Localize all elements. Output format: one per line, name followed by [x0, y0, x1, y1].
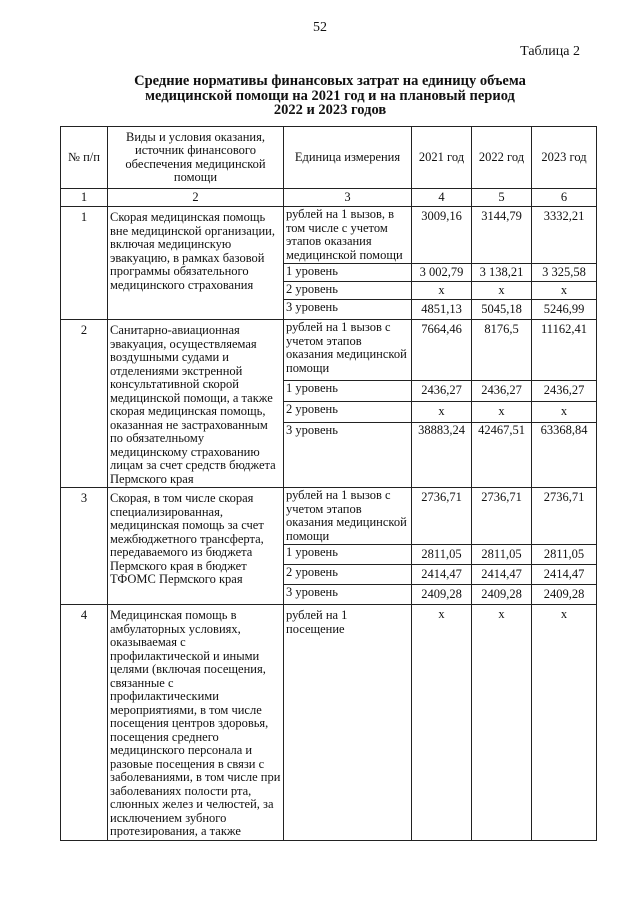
cost-norms-table: [60, 126, 597, 841]
col-number: 3: [284, 189, 412, 207]
value-2021: х: [412, 605, 472, 841]
unit-cell: рублей на 1 вызов с учетом этапов оказания медицинской помощи: [284, 320, 412, 381]
value-2021: 3009,16: [412, 207, 472, 264]
table-row: [61, 320, 597, 381]
value-2021: 2409,28: [412, 585, 472, 605]
value-2023: 2409,28: [532, 585, 597, 605]
value-2023: 2811,05: [532, 545, 597, 565]
value-2021: 2736,71: [412, 488, 472, 545]
unit-cell: 3 уровень: [284, 300, 412, 320]
header-row: [61, 127, 597, 189]
row-number: 2: [61, 320, 108, 488]
value-2023: х: [532, 282, 597, 300]
col-number: 2: [108, 189, 284, 207]
value-2023: 11162,41: [532, 320, 597, 381]
unit-cell: 1 уровень: [284, 380, 412, 401]
value-2021: 38883,24: [412, 422, 472, 487]
value-2023: 2414,47: [532, 565, 597, 585]
value-2023: х: [532, 605, 597, 841]
value-2021: х: [412, 282, 472, 300]
value-2023: 3332,21: [532, 207, 597, 264]
value-2021: 2414,47: [412, 565, 472, 585]
unit-cell: 3 уровень: [284, 585, 412, 605]
value-2021: 3 002,79: [412, 264, 472, 282]
value-2023: 63368,84: [532, 422, 597, 487]
value-2023: 2436,27: [532, 380, 597, 401]
value-2022: х: [472, 401, 532, 422]
value-2021: х: [412, 401, 472, 422]
row-number: 1: [61, 207, 108, 320]
title-line-3: 2022 и 2023 годов: [273, 102, 387, 118]
col-number: 4: [412, 189, 472, 207]
value-2021: 2436,27: [412, 380, 472, 401]
col-number: 5: [472, 189, 532, 207]
header-unit: Единица измерения: [284, 127, 412, 189]
column-number-row: [61, 189, 597, 207]
unit-cell: 2 уровень: [284, 565, 412, 585]
value-2023: 3 325,58: [532, 264, 597, 282]
value-2022: 8176,5: [472, 320, 532, 381]
col-number: 6: [532, 189, 597, 207]
value-2023: 5246,99: [532, 300, 597, 320]
col-number: 1: [61, 189, 108, 207]
table-row: [61, 488, 597, 545]
row-description: Скорая медицинская помощь вне медицинской организации, включая медицинскую эвакуацию, в рамках базовой программы обязательного медицинского страхования: [108, 207, 284, 320]
table-label: Таблица 2: [520, 44, 580, 59]
unit-cell: 2 уровень: [284, 282, 412, 300]
row-number: 3: [61, 488, 108, 605]
value-2022: 3144,79: [472, 207, 532, 264]
row-description: Скорая, в том числе скорая специализированная, медицинская помощь за счет межбюджетного трансферта, передаваемого из бюджета Пермского края в бюджет ТФОМС Пермского края: [108, 488, 284, 605]
unit-cell: рублей на 1 вызов с учетом этапов оказания медицинской помощи: [284, 488, 412, 545]
title-line-1: Средние нормативы финансовых затрат на единицу объема: [134, 73, 526, 89]
unit-cell: рублей на 1 вызов, в том числе с учетом этапов оказания медицинской помощи: [284, 207, 412, 264]
value-2023: х: [532, 401, 597, 422]
value-2022: 5045,18: [472, 300, 532, 320]
value-2022: 3 138,21: [472, 264, 532, 282]
value-2022: 2414,47: [472, 565, 532, 585]
value-2022: 2811,05: [472, 545, 532, 565]
value-2022: 2409,28: [472, 585, 532, 605]
value-2022: 42467,51: [472, 422, 532, 487]
value-2022: х: [472, 605, 532, 841]
unit-cell: рублей на 1 посещение: [284, 605, 412, 841]
value-2023: 2736,71: [532, 488, 597, 545]
table-row: [61, 207, 597, 264]
row-description: Медицинская помощь в амбулаторных условиях, оказываемая с профилактической и иными целями (включая посещения, связанные с профилактическими мероприятиями, в том числе посещения центров здоровья, посещения среднего медицинского персонала и разовые посещения в связи с заболеваниями, в том числе при заболеваниях полости рта, слюнных желез и челюстей, за исключением зубного протезирования, а также: [108, 605, 284, 841]
unit-cell: 1 уровень: [284, 264, 412, 282]
unit-cell: 2 уровень: [284, 401, 412, 422]
value-2022: 2436,27: [472, 380, 532, 401]
value-2021: 7664,46: [412, 320, 472, 381]
unit-cell: 1 уровень: [284, 545, 412, 565]
value-2022: 2736,71: [472, 488, 532, 545]
title-line-2: медицинской помощи на 2021 год и на плановый период: [145, 87, 515, 104]
document-title: [60, 74, 600, 118]
table-row: [61, 605, 597, 841]
value-2021: 4851,13: [412, 300, 472, 320]
page-number: 52: [313, 20, 327, 35]
row-number: 4: [61, 605, 108, 841]
header-2022: 2022 год: [472, 127, 532, 189]
unit-cell: 3 уровень: [284, 422, 412, 487]
value-2022: х: [472, 282, 532, 300]
header-2021: 2021 год: [412, 127, 472, 189]
value-2021: 2811,05: [412, 545, 472, 565]
header-num: № п/п: [61, 127, 108, 189]
row-description: Санитарно-авиационная эвакуация, осуществляемая воздушными судами и отделениями экстренной консультативной скорой медицинской помощи, а также скорая медицинская помощь, оказанная не застрахованным по обязателньому медицинскому страхованию лицам за счет средств бюджета Пермского края: [108, 320, 284, 488]
header-type: Виды и условия оказания, источник финансового обеспечения медицинской помощи: [108, 127, 284, 189]
header-2023: 2023 год: [532, 127, 597, 189]
